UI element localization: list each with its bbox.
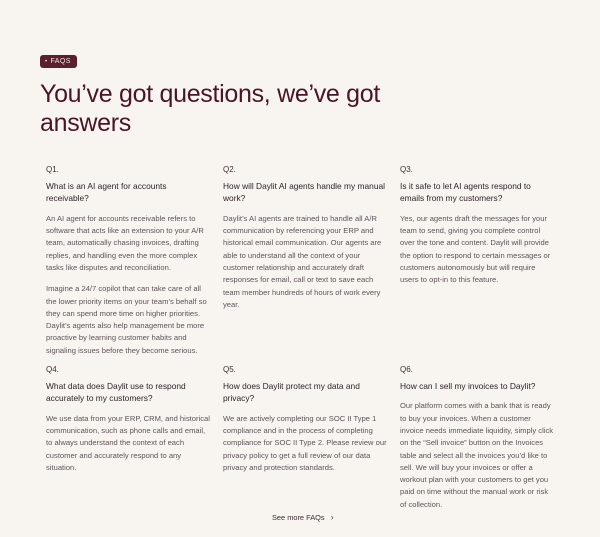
- faq-question: How does Daylit protect my data and privacy?: [223, 381, 360, 404]
- faq-item-q3: [400, 164, 566, 364]
- faq-answer-paragraph: Our platform comes with a bank that is ready to buy your invoices. When a customer invoice needs immediate liquidity, simply click on the “Sell invoice” button on the Invoices table and select all the invoices you’d like to sell. We will buy your invoices or offer a workout plan with your customers to get you paid on time without the manual work or risk of collection.: [400, 401, 554, 509]
- faq-answer-paragraph: Daylit’s AI agents are trained to handle all A/R communication by referencing your ERP and historical email communication. Our agents are able to understand all the context of your customer relationship and accurately draft responses for email, call or text to save each team member hundreds of hours of work every year.: [223, 213, 382, 309]
- faq-answer-paragraph: We use data from your ERP, CRM, and historical communication, such as phone calls and email, to always understand the context of each customer and accurately respond to any situation.: [46, 413, 210, 472]
- faq-grid: [46, 164, 566, 514]
- faqs-badge: [40, 55, 77, 68]
- faq-question: How can I sell my invoices to Daylit?: [400, 381, 536, 391]
- faq-question: What is an AI agent for accounts receivable?: [46, 181, 167, 204]
- faq-number: Q1.: [46, 165, 59, 174]
- faq-number: Q2.: [223, 165, 236, 174]
- faq-answer-paragraph: An AI agent for accounts receivable refers to software that acts like an extension to your A/R team, automatically chasing invoices, drafting replies, and handling even the more complex tasks like disputes and reconciliation.: [46, 213, 204, 272]
- chevron-right-icon: ›: [330, 512, 334, 522]
- faq-answer-paragraph: Yes, our agents draft the messages for your team to send, giving you complete control over the tone and content. Daylit will provide the option to respond to certain messages or customers autonomously but will require users to opt-in to this feature.: [400, 213, 551, 285]
- faqs-badge-label: FAQS: [50, 58, 71, 65]
- dot-icon: •: [45, 58, 48, 65]
- faq-item-q4: [46, 364, 223, 514]
- faq-number: Q4.: [46, 365, 59, 374]
- page-title: You’ve got questions, we’ve got answers: [40, 80, 381, 137]
- faq-item-q6: [400, 364, 566, 514]
- faq-question: How will Daylit AI agents handle my manual work?: [223, 181, 385, 204]
- faq-answer-paragraph: We are actively completing our SOC II Type 1 compliance and in the process of completing compliance for SOC II Type 2. Please review our privacy policy to get a full review of our data privacy and protection standards.: [223, 413, 387, 472]
- faq-question: What data does Daylit use to respond accurately to my customers?: [46, 381, 186, 404]
- see-more-label: See more FAQs: [272, 513, 325, 522]
- faq-number: Q5.: [223, 365, 236, 374]
- faq-item-q5: [223, 364, 400, 514]
- faq-answer-paragraph: Imagine a 24/7 copilot that can take care of all the lower priority items on your team’s behalf so they can spend more time on higher priorities. Daylit’s agents also help management be more proactive by learning customer habits and signaling issues before they become serious.: [46, 284, 207, 355]
- faq-number: Q6.: [400, 365, 413, 374]
- faq-question: Is it safe to let AI agents respond to emails from my customers?: [400, 181, 531, 204]
- faq-item-q1: [46, 164, 223, 364]
- faq-item-q2: [223, 164, 400, 364]
- see-more-faqs-link[interactable]: [272, 513, 334, 522]
- faq-number: Q3.: [400, 165, 413, 174]
